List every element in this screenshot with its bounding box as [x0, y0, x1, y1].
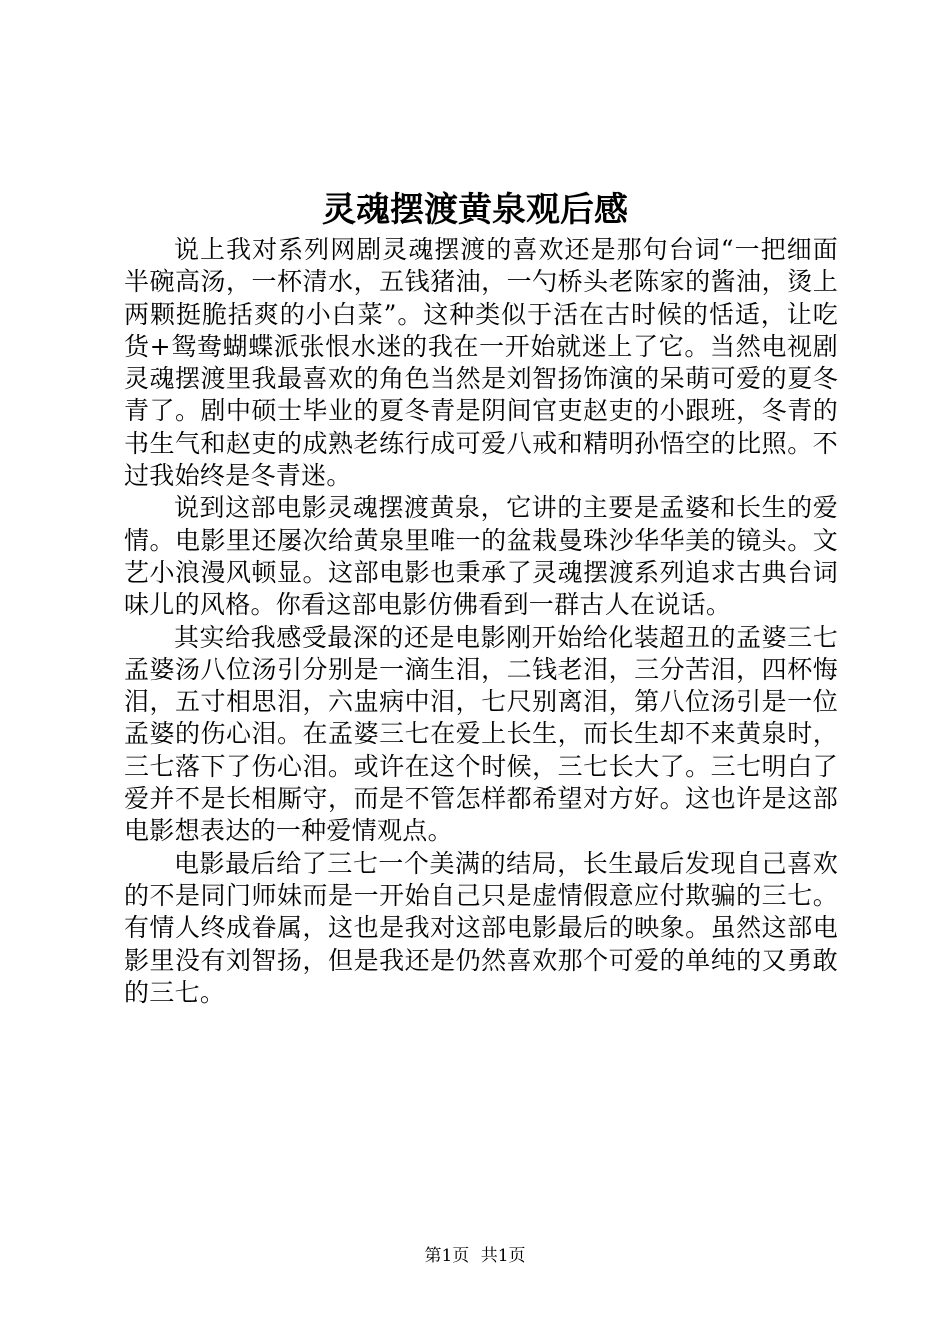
paragraph: 其实给我感受最深的还是电影刚开始给化装超丑的孟婆三七孟婆汤八位汤引分别是一滴生泪，二钱老泪，三分苦泪，四杯悔泪，五寸相思泪，六盅病中泪，七尺别离泪，第八位汤引是一位孟婆的伤心泪。在孟婆三七在爱上长生，而长生却不来黄泉时，三七落下了伤心泪。或许在这个时候，三七长大了。三七明白了爱并不是长相厮守，而是不管怎样都希望对方好。这也许是这部电影想表达的一种爱情观点。: [124, 622, 838, 846]
paragraph: 说上我对系列网剧灵魂摆渡的喜欢还是那句台词“一把细面半碗高汤，一杯清水，五钱猪油，一勺桥头老陈家的酱油，烫上两颗挺脆括爽的小白菜”。这种类似于活在古时候的恬适，让吃货+鸳鸯蝴蝶派张恨水迷的我在一开始就迷上了它。当然电视剧灵魂摆渡里我最喜欢的角色当然是刘智扬饰演的呆萌可爱的夏冬青了。剧中硕士毕业的夏冬青是阴间官吏赵吏的小跟班，冬青的书生气和赵吏的成熟老练行成可爱八戒和精明孙悟空的比照。不过我始终是冬青迷。: [124, 235, 838, 491]
document-body: [124, 234, 838, 1009]
page-number-current: 第1页: [424, 1246, 470, 1266]
page-number-total: 共1页: [480, 1246, 526, 1266]
paragraph: 电影最后给了三七一个美满的结局，长生最后发现自己喜欢的不是同门师妹而是一开始自己只是虚情假意应付欺骗的三七。有情人终成眷属，这也是我对这部电影最后的映象。虽然这部电影里没有刘智扬，但是我还是仍然喜欢那个可爱的单纯的又勇敢的三七。: [124, 848, 838, 1007]
paragraph: 说到这部电影灵魂摆渡黄泉，它讲的主要是孟婆和长生的爱情。电影里还屡次给黄泉里唯一的盆栽曼珠沙华华美的镜头。文艺小浪漫风顿显。这部电影也秉承了灵魂摆渡系列追求古典台词味儿的风格。你看这部电影仿佛看到一群古人在说话。: [124, 493, 838, 620]
document-title: 灵魂摆渡黄泉观后感: [322, 190, 628, 230]
page-footer: [0, 1244, 950, 1268]
